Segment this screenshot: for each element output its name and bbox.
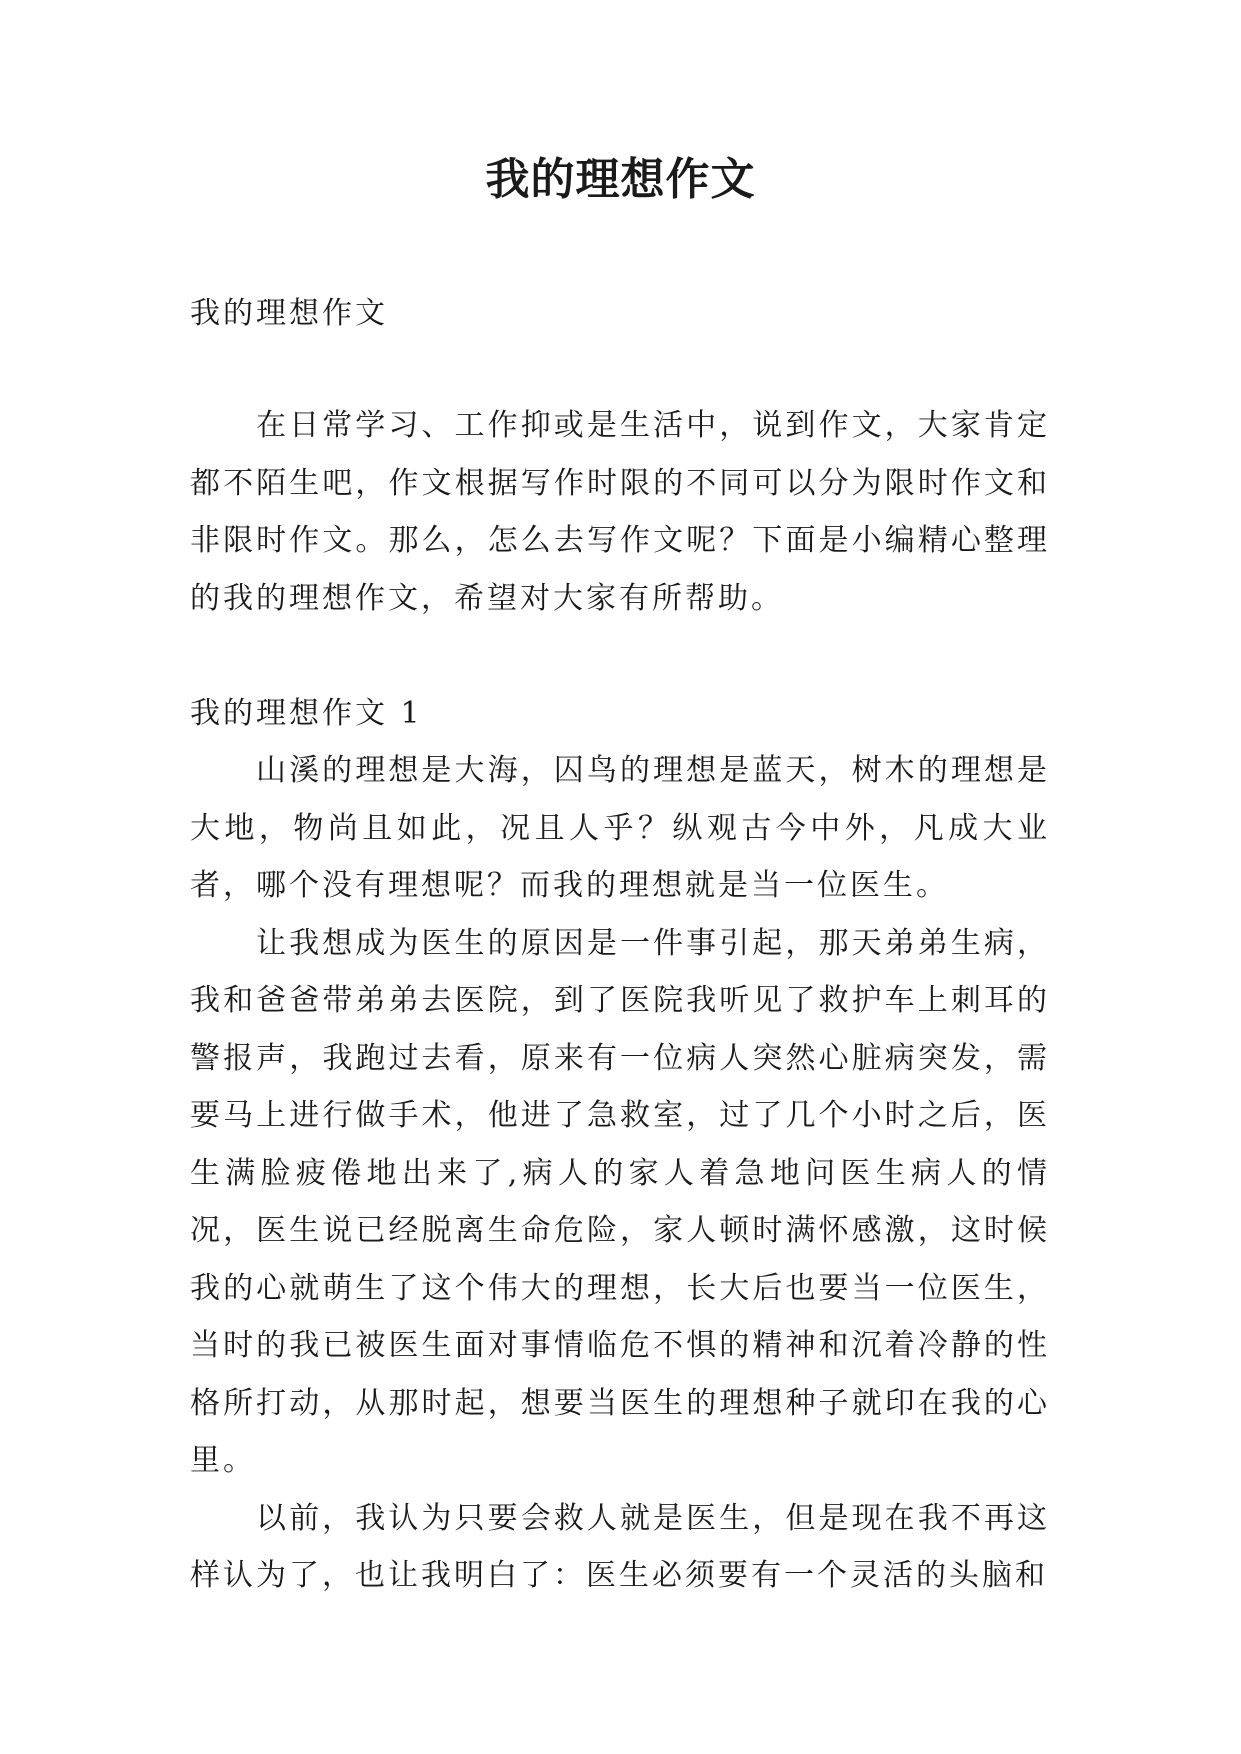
- intro-paragraph: 在日常学习、工作抑或是生活中，说到作文，大家肯定都不陌生吧，作文根据写作时限的不同可以分为限时作文和非限时作文。那么，怎么去写作文呢？下面是小编精心整理的我的理想作文，希望对大家有所帮助。: [190, 408, 1050, 616]
- section-heading: 我的理想作文 1: [190, 696, 423, 731]
- document-title: 我的理想作文: [485, 154, 756, 205]
- body-paragraph-1: 山溪的理想是大海，囚鸟的理想是蓝天，树木的理想是大地，物尚且如此，况且人乎？纵观古今中外，凡成大业者，哪个没有理想呢？而我的理想就是当一位医生。: [190, 753, 1050, 903]
- spacer: [190, 342, 1050, 397]
- body-paragraph-3: 以前，我认为只要会救人就是医生，但是现在我不再这样认为了，也让我明白了：医生必须要有一个灵活的头脑和: [190, 1500, 1050, 1593]
- body-paragraph-2: 让我想成为医生的原因是一件事引起，那天弟弟生病，我和爸爸带弟弟去医院，到了医院我听见了救护车上刺耳的警报声，我跑过去看，原来有一位病人突然心脏病突发，需要马上进行做手术，他进了急救室，过了几个小时之后，医生满脸疲倦地出来了,病人的家人着急地问医生病人的情况，医生说已经脱离生命危险，家人顿时满怀感激，这时候我的心就萌生了这个伟大的理想，长大后也要当一位医生，当时的我已被医生面对事情临危不惧的精神和沉着冷静的性格所打动，从那时起，想要当医生的理想种子就印在我的心里。: [190, 925, 1050, 1478]
- spacer: [190, 627, 1050, 685]
- document-body: [190, 285, 1050, 1605]
- document-subtitle: 我的理想作文: [190, 296, 388, 331]
